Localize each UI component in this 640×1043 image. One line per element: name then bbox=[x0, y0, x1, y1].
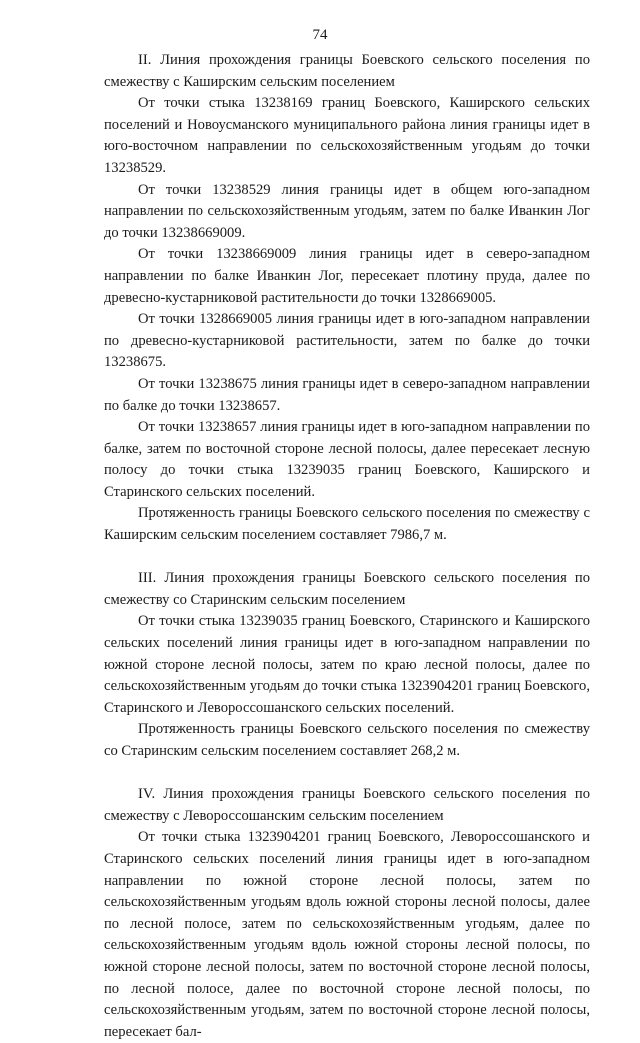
section-3 bbox=[104, 568, 590, 762]
section-heading: III. Линия прохождения границы Боевского сельского поселения по смежеству со Старинским сельским поселением bbox=[104, 570, 590, 608]
section-4 bbox=[104, 784, 590, 1043]
document-body bbox=[104, 50, 590, 1043]
paragraph: Протяженность границы Боевского сельского поселения по смежеству со Старинским сельским поселением составляет 268,2 м. bbox=[104, 721, 590, 759]
paragraph: От точки 1328669005 линия границы идет в юго-западном направлении по древесно-кустарниковой растительности, затем по балке до точки 13238675. bbox=[104, 311, 590, 371]
paragraph: От точки стыка 13238169 границ Боевского, Каширского сельских поселений и Новоусманского муниципального района линия границы идет в юго-восточном направлении по сельскохозяйственным угодьям до точки 13238529. bbox=[104, 95, 590, 176]
page-number: 74 bbox=[312, 27, 328, 43]
paragraph: От точки стыка 1323904201 границ Боевского, Левороссошанского и Старинского сельских поселений линия границы идет в юго-западном направлении по южной стороне лесной полосы, затем по сельскохозяйственным угодьям вдоль южной стороны лесной полосы, далее по лесной полосе, затем по сельскохозяйственным угодьям, далее по сельскохозяйственным угодьям вдоль южной стороны лесной полосы, по южной стороне лесной полосы, затем по восточной стороне лесной полосы, по лесной полосе, далее по восточной стороне лесной полосы, по сельскохозяйственным угодьям, затем по восточной стороне лесной полосы, пересекает бал- bbox=[104, 829, 590, 1040]
paragraph: От точки 13238657 линия границы идет в юго-западном направлении по балке, затем по восточной стороне лесной полосы, далее пересекает лесную полосу до точки стыка 13239035 границ Боевского, Каширского и Старинского сельских поселений. bbox=[104, 419, 590, 500]
paragraph: От точки 13238529 линия границы идет в общем юго-западном направлении по сельскохозяйственным угодьям, затем по балке Иванкин Лог до точки 13238669009. bbox=[104, 181, 590, 241]
section-heading: IV. Линия прохождения границы Боевского сельского поселения по смежеству с Левороссошанским сельским поселением bbox=[104, 786, 590, 824]
section-spacer bbox=[104, 547, 590, 569]
paragraph: От точки 13238669009 линия границы идет в северо-западном направлении по балке Иванкин Лог, пересекает плотину пруда, далее по древесно-кустарниковой растительности до точки 1328669005. bbox=[104, 246, 590, 306]
section-spacer bbox=[104, 763, 590, 785]
paragraph: От точки стыка 13239035 границ Боевского, Старинского и Каширского сельских поселений линия границы идет в юго-западном направлении по южной стороне лесной полосы, затем по краю лесной полосы, далее по сельскохозяйственным угодьям до точки стыка 1323904201 границ Боевского, Старинского и Левороссошанского сельских поселений. bbox=[104, 613, 590, 716]
section-heading: II. Линия прохождения границы Боевского сельского поселения по смежеству с Каширским сельским поселением bbox=[104, 52, 590, 90]
section-2 bbox=[104, 50, 590, 547]
paragraph: Протяженность границы Боевского сельского поселения по смежеству с Каширским сельским поселением составляет 7986,7 м. bbox=[104, 505, 590, 544]
paragraph: От точки 13238675 линия границы идет в северо-западном направлении по балке до точки 13238657. bbox=[104, 375, 590, 414]
